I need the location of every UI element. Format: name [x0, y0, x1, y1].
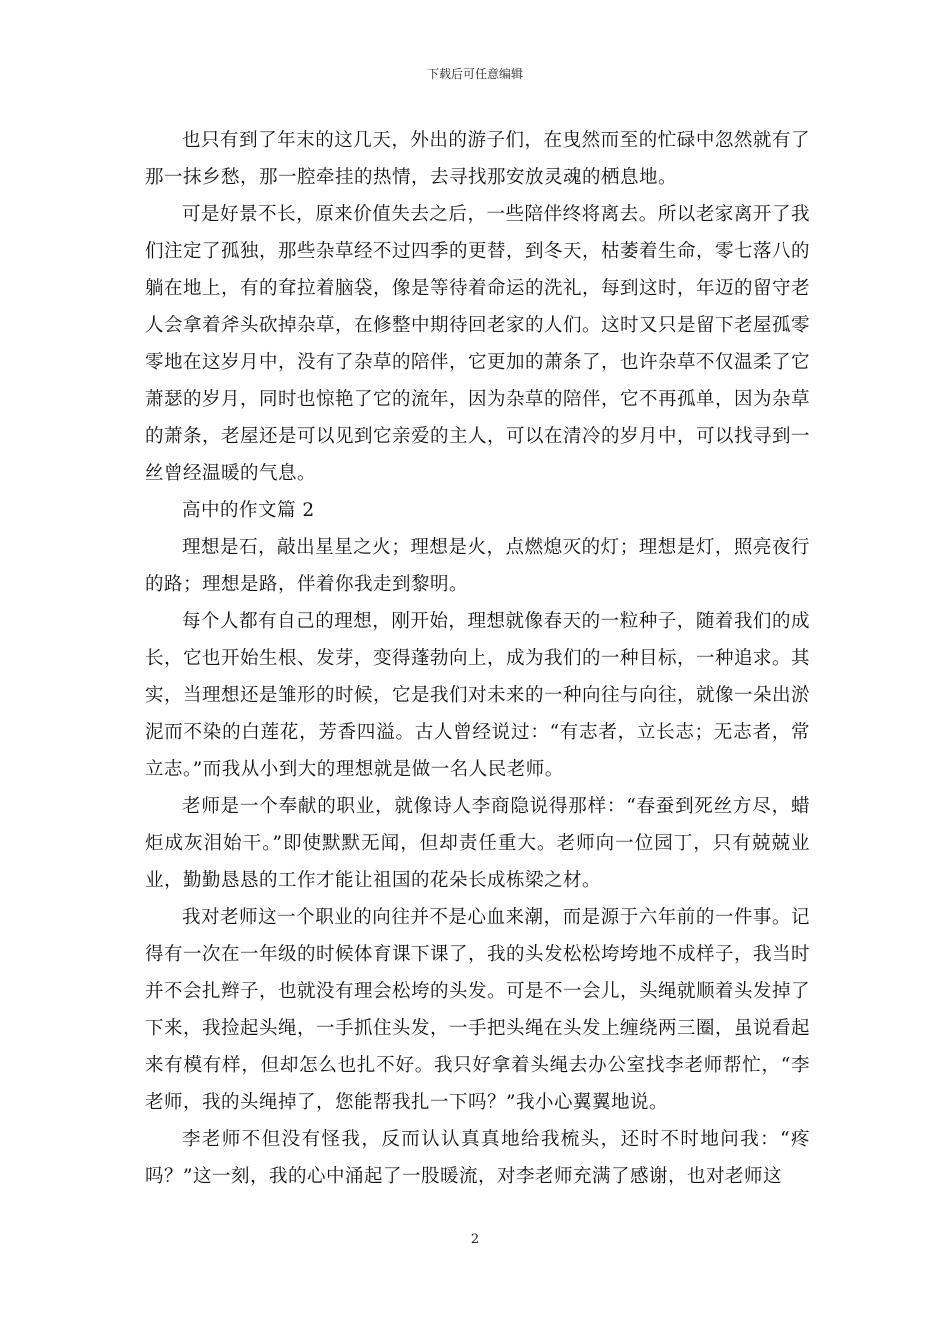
- section-heading: 高中的作文篇 2: [182, 500, 315, 521]
- paragraph: 我对老师这一个职业的向往并不是心血来潮，而是源于六年前的一件事。记得有一次在一年级的时候体育课下课了，我的头发松松垮垮地不成样子，我当时并不会扎辫子，也就没有理会松垮的头发。可是不一会儿，头绳就顺着头发掉了下来，我捡起头绳，一手抓住头发，一手把头绳在头发上缠绕两三圈，虽说看起来有模有样，但却怎么也扎不好。我只好拿着头绳去办公室找李老师帮忙，“李老师，我的头绳掉了，您能帮我扎一下吗？”我小心翼翼地说。: [145, 907, 811, 1113]
- paragraph: 每个人都有自己的理想，刚开始，理想就像春天的一粒种子，随着我们的成长，它也开始生根、发芽，变得蓬勃向上，成为我们的一种目标，一种追求。其实，当理想还是雏形的时候，它是我们对未来的一种向往与向往，就像一朵出淤泥而不染的白莲花，芳香四溢。古人曾经说过：“有志者，立长志；无志者，常立志。”而我从小到大的理想就是做一名人民老师。: [145, 611, 811, 780]
- page-number: 2: [470, 1232, 480, 1247]
- paragraph: 老师是一个奉献的职业，就像诗人李商隐说得那样：“春蚕到死丝方尽，蜡炬成灰泪始干。”即使默默无闻，但却责任重大。老师向一位园丁，只有兢兢业业，勤勤恳恳的工作才能让祖国的花朵长成栋梁之材。: [145, 796, 810, 891]
- page-header: 下载后可任意编辑: [426, 67, 523, 81]
- paragraph: 可是好景不长，原来价值失去之后，一些陪伴终将离去。所以老家离开了我们注定了孤独，那些杂草经不过四季的更替，到冬天，枯萎着生命，零七落八的躺在地上，有的耷拉着脑袋，像是等待着命运的洗礼，每到这时，年迈的留守老人会拿着斧头砍掉杂草，在修整中期待回老家的人们。这时又只是留下老屋孤零零地在这岁月中，没有了杂草的陪伴，它更加的萧条了，也许杂草不仅温柔了它萧瑟的岁月，同时也惊艳了它的流年，因为杂草的陪伴，它不再孤单，因为杂草的萧条，老屋还是可以见到它亲爱的主人，可以在清冷的岁月中，可以找寻到一丝曾经温暖的气息。: [145, 204, 811, 484]
- paragraph: 李老师不但没有怪我，反而认认真真地给我梳头，还时不时地问我：“疼吗？”这一刻，我的心中涌起了一股暖流，对李老师充满了感谢，也对老师这: [145, 1129, 810, 1187]
- body-text: [145, 122, 810, 1195]
- paragraph: 理想是石，敲出星星之火；理想是火，点燃熄灭的灯；理想是灯，照亮夜行的路；理想是路，伴着你我走到黎明。: [145, 537, 810, 595]
- paragraph: 也只有到了年末的这几天，外出的游子们，在曳然而至的忙碌中忽然就有了那一抹乡愁，那一腔牵挂的热情，去寻找那安放灵魂的栖息地。: [145, 130, 810, 188]
